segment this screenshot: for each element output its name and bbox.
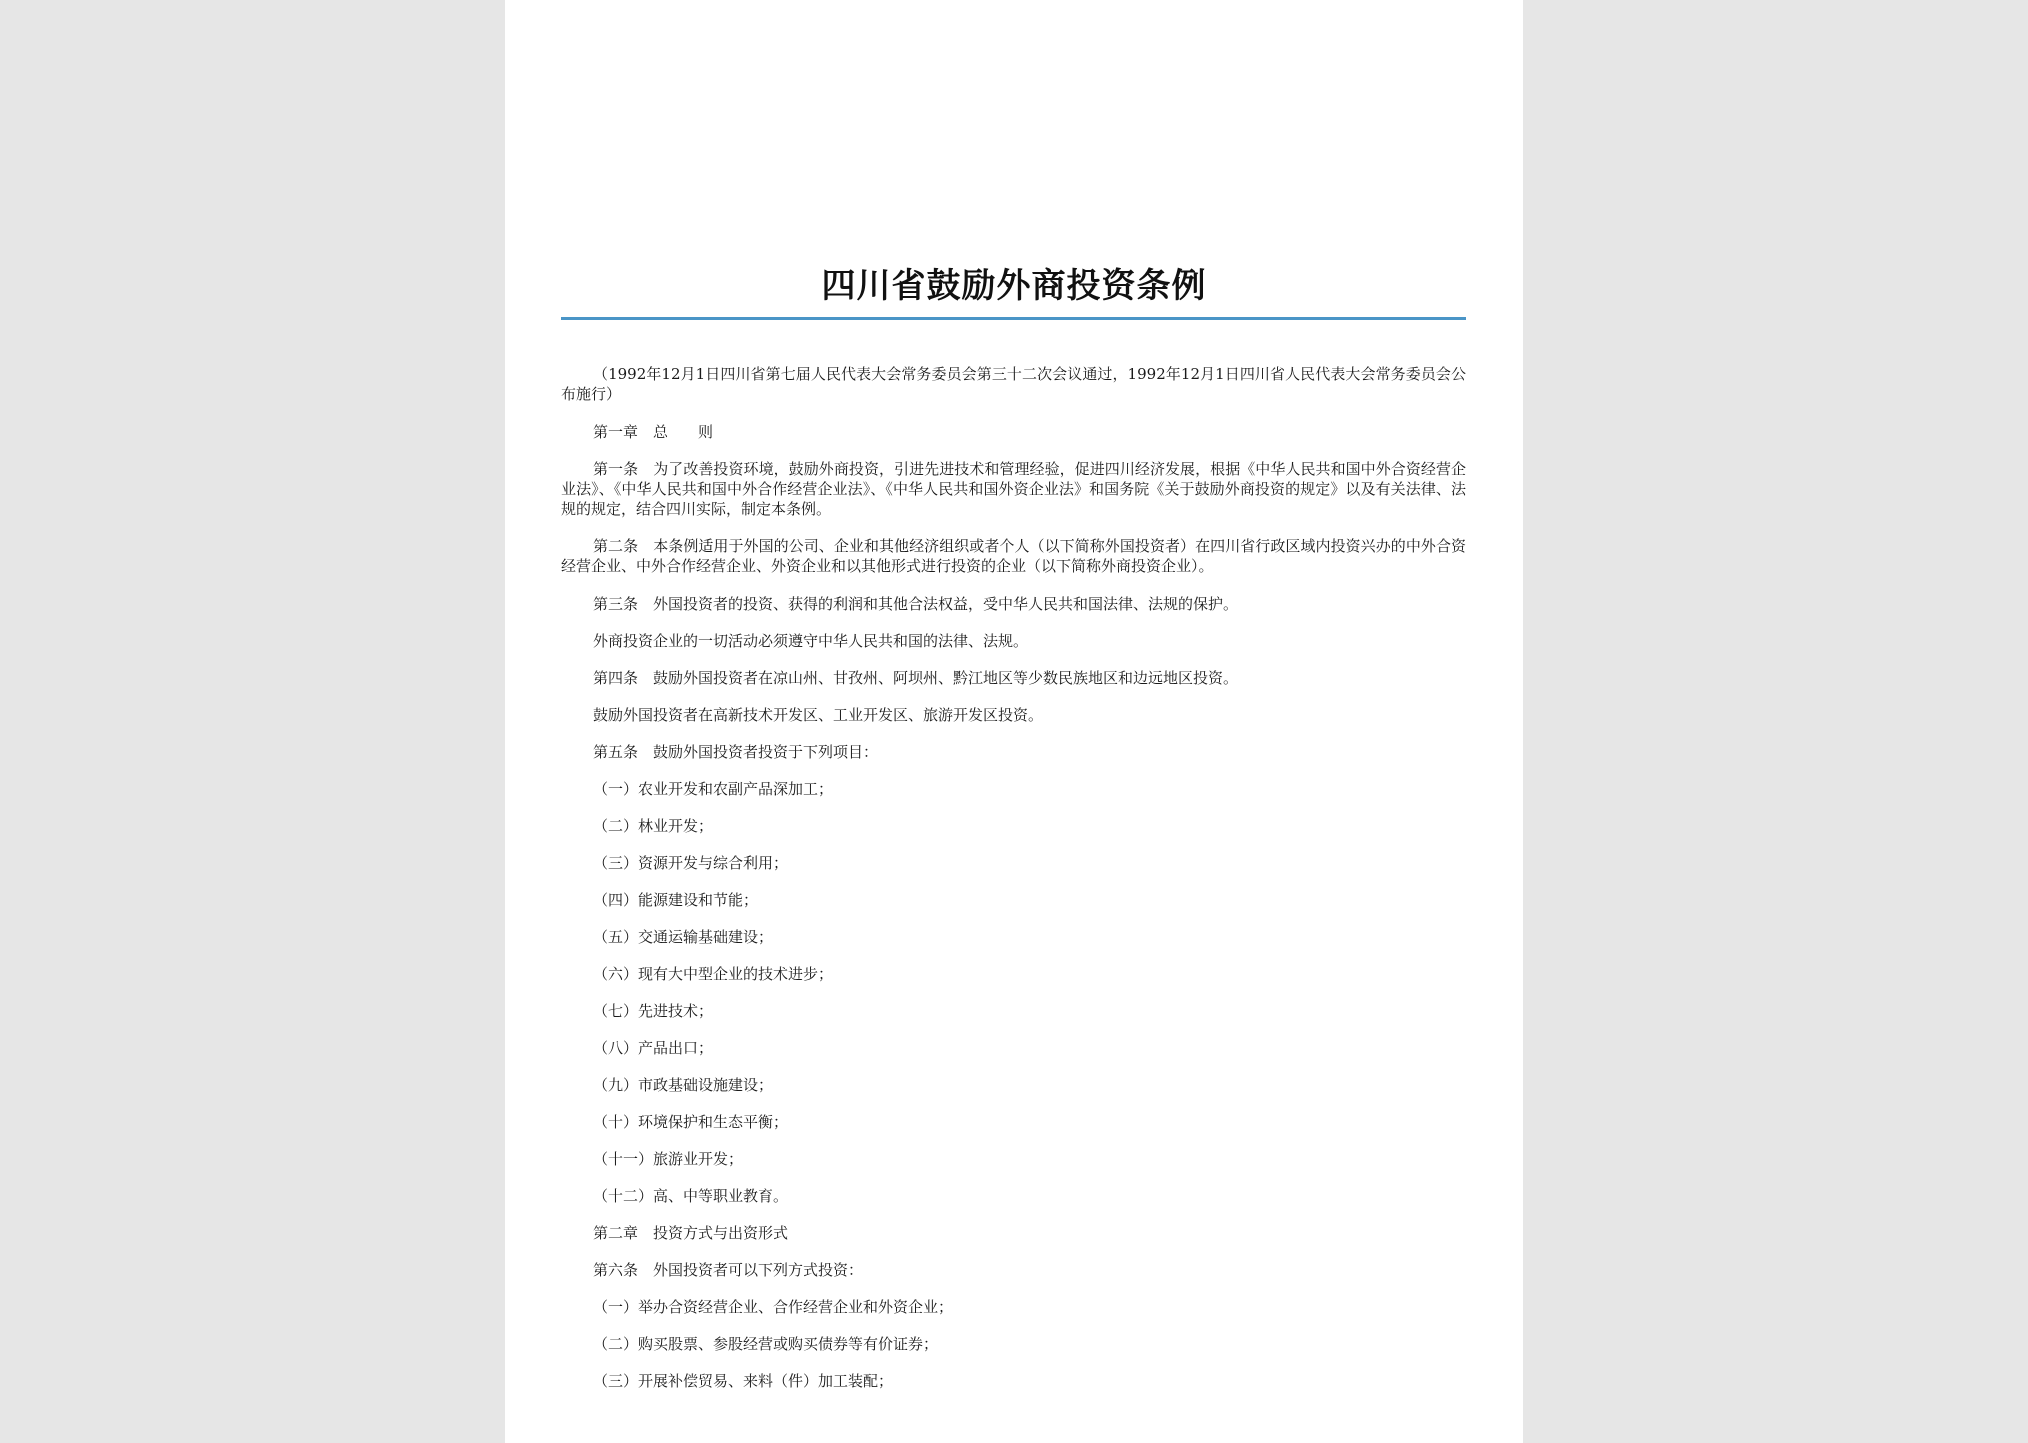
- list-item: （五）交通运输基础建设；: [593, 928, 774, 946]
- article-3-paragraph: 外商投资企业的一切活动必须遵守中华人民共和国的法律、法规。: [593, 632, 1029, 650]
- article-2: 第二条 本条例适用于外国的公司、企业和其他经济组织或者个人（以下简称外国投资者）在四川省行政区域内投资兴办的中外合资经营企业、中外合作经营企业、外资企业和以其他形式进行投资的企业（以下简称外商投资企业）。: [561, 537, 1466, 575]
- article-6: 第六条 外国投资者可以下列方式投资：: [593, 1261, 864, 1279]
- list-item: （十）环境保护和生态平衡；: [593, 1113, 789, 1131]
- list-item: （一）农业开发和农副产品深加工；: [593, 780, 834, 798]
- article-4: 第四条 鼓励外国投资者在凉山州、甘孜州、阿坝州、黔江地区等少数民族地区和边远地区投资。: [593, 669, 1239, 687]
- list-item: （九）市政基础设施建设；: [593, 1076, 774, 1094]
- list-item: （三）开展补偿贸易、来料（件）加工装配；: [593, 1372, 894, 1390]
- document-title: 四川省鼓励外商投资条例: [821, 266, 1207, 306]
- title-divider: [561, 317, 1466, 320]
- list-item: （八）产品出口；: [593, 1039, 714, 1057]
- article-5: 第五条 鼓励外国投资者投资于下列项目：: [593, 743, 879, 761]
- list-item: （二）购买股票、参股经营或购买债券等有价证券；: [593, 1335, 939, 1353]
- list-item: （四）能源建设和节能；: [593, 891, 759, 909]
- list-item: （七）先进技术；: [593, 1002, 714, 1020]
- preamble: （1992年12月1日四川省第七届人民代表大会常务委员会第三十二次会议通过，1992年12月1日四川省人民代表大会常务委员会公布施行）: [561, 365, 1466, 403]
- chapter-heading: 第二章 投资方式与出资形式: [593, 1224, 789, 1242]
- list-item: （十一）旅游业开发；: [593, 1150, 744, 1168]
- document-page: [505, 0, 1523, 1443]
- chapter-heading: 第一章 总 则: [593, 423, 714, 441]
- list-item: （三）资源开发与综合利用；: [593, 854, 789, 872]
- list-item: （二）林业开发；: [593, 817, 714, 835]
- article-4-paragraph: 鼓励外国投资者在高新技术开发区、工业开发区、旅游开发区投资。: [593, 706, 1044, 724]
- article-3: 第三条 外国投资者的投资、获得的利润和其他合法权益，受中华人民共和国法律、法规的保护。: [593, 595, 1239, 613]
- list-item: （六）现有大中型企业的技术进步；: [593, 965, 834, 983]
- list-item: （一）举办合资经营企业、合作经营企业和外资企业；: [593, 1298, 954, 1316]
- article-1: 第一条 为了改善投资环境，鼓励外商投资，引进先进技术和管理经验，促进四川经济发展，根据《中华人民共和国中外合资经营企业法》、《中华人民共和国中外合作经营企业法》、《中华人民共和国外资企业法》和国务院《关于鼓励外商投资的规定》以及有关法律、法规的规定，结合四川实际，制定本条例。: [561, 460, 1466, 518]
- list-item: （十二）高、中等职业教育。: [593, 1187, 789, 1205]
